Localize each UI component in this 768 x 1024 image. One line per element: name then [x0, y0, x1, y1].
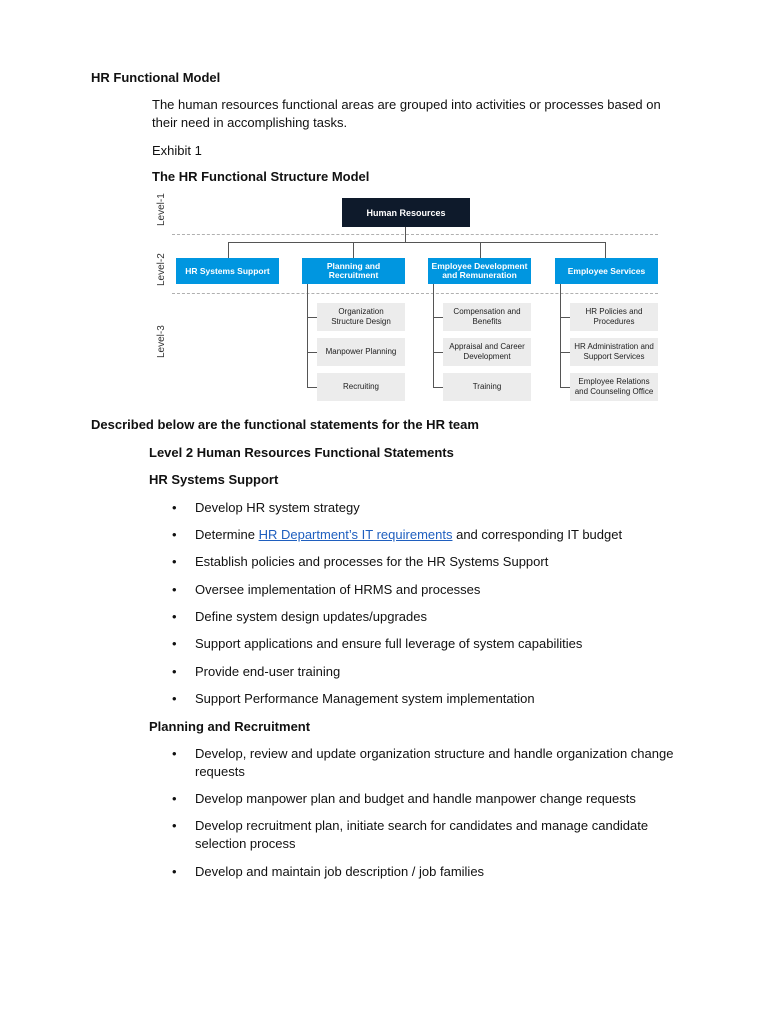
node-hr-policies: HR Policies and Procedures [570, 303, 658, 331]
list-item: Develop recruitment plan, initiate search for candidates and manage candidate selection process [195, 818, 649, 851]
bullet-marker: • [172, 554, 177, 569]
list-item: Develop manpower plan and budget and handle manpower change requests [195, 791, 636, 806]
node-appraisal-career: Appraisal and Career Development [443, 338, 531, 366]
tick [560, 352, 570, 353]
list-item [195, 526, 695, 544]
level-1-label: Level-1 [156, 193, 167, 226]
node-hr-systems-support: HR Systems Support [176, 258, 279, 284]
tick [307, 317, 317, 318]
node-employee-relations: Employee Relations and Counseling Office [570, 373, 658, 401]
level-divider-2 [172, 293, 658, 294]
bullet-marker: • [172, 636, 177, 651]
connector-hr-systems [228, 242, 229, 258]
tick [307, 387, 317, 388]
connector-development [480, 242, 481, 258]
planning-title: Planning and Recruitment [149, 719, 311, 734]
list-item: Support applications and ensure full leverage of system capabilities [195, 636, 583, 651]
tick [560, 317, 570, 318]
bullet-marker: • [172, 791, 177, 806]
node-org-structure-design: Organization Structure Design [317, 303, 405, 331]
tick [307, 352, 317, 353]
it-requirements-link[interactable]: HR Department’s IT requirements [258, 527, 453, 542]
tick [433, 317, 443, 318]
node-compensation-benefits: Compensation and Benefits [443, 303, 531, 331]
level-2-label: Level-2 [156, 253, 167, 286]
bullet-marker: • [172, 582, 177, 597]
list-item: Support Performance Management system implementation [195, 691, 535, 706]
node-hr-administration: HR Administration and Support Services [570, 338, 658, 366]
node-recruiting: Recruiting [317, 373, 405, 401]
root-connector [405, 227, 406, 243]
exhibit-label: Exhibit 1 [152, 143, 202, 158]
bullet-marker: • [172, 691, 177, 706]
node-manpower-planning: Manpower Planning [317, 338, 405, 366]
list-item: Provide end-user training [195, 664, 341, 679]
bullet-marker: • [172, 609, 177, 624]
tick [560, 387, 570, 388]
node-employee-services: Employee Services [555, 258, 658, 284]
list-item: Define system design updates/upgrades [195, 609, 427, 624]
bullet-marker: • [172, 864, 177, 879]
node-employee-development: Employee Development and Remuneration [428, 258, 531, 284]
list-item: Develop and maintain job description / job families [195, 864, 485, 879]
bullet-marker: • [172, 664, 177, 679]
described-heading: Described below are the functional statements for the HR team [91, 417, 479, 432]
list-item: Oversee implementation of HRMS and processes [195, 582, 481, 597]
intro-line-1: The human resources functional areas are grouped into activities or processes based on [152, 97, 661, 112]
bullet-marker: • [172, 527, 177, 542]
bullet-marker: • [172, 746, 177, 761]
hr-systems-title: HR Systems Support [149, 472, 279, 487]
level2-statements-title: Level 2 Human Resources Functional Statements [149, 445, 454, 460]
level-3-label: Level-3 [156, 325, 167, 358]
node-human-resources: Human Resources [342, 198, 470, 227]
page-heading: HR Functional Model [91, 70, 221, 85]
bullet-marker: • [172, 500, 177, 515]
connector-planning [353, 242, 354, 258]
list-item-suffix: and corresponding IT budget [456, 527, 623, 542]
node-planning-recruitment: Planning and Recruitment [302, 258, 405, 284]
tick [433, 352, 443, 353]
spine-services [560, 284, 561, 388]
list-item: Establish policies and processes for the HR Systems Support [195, 554, 549, 569]
bullet-marker: • [172, 818, 177, 833]
exhibit-title: The HR Functional Structure Model [152, 169, 370, 184]
level-divider-1 [172, 234, 658, 235]
list-item: Develop HR system strategy [195, 500, 360, 515]
node-training: Training [443, 373, 531, 401]
list-item: Develop, review and update organization structure and handle organization change requests [195, 746, 674, 779]
connector-services [605, 242, 606, 258]
tick [433, 387, 443, 388]
level2-bus [228, 242, 606, 243]
list-item-prefix: Determine [195, 527, 255, 542]
spine-development [433, 284, 434, 388]
intro-line-2: their need in accomplishing tasks. [152, 115, 348, 130]
spine-planning [307, 284, 308, 388]
